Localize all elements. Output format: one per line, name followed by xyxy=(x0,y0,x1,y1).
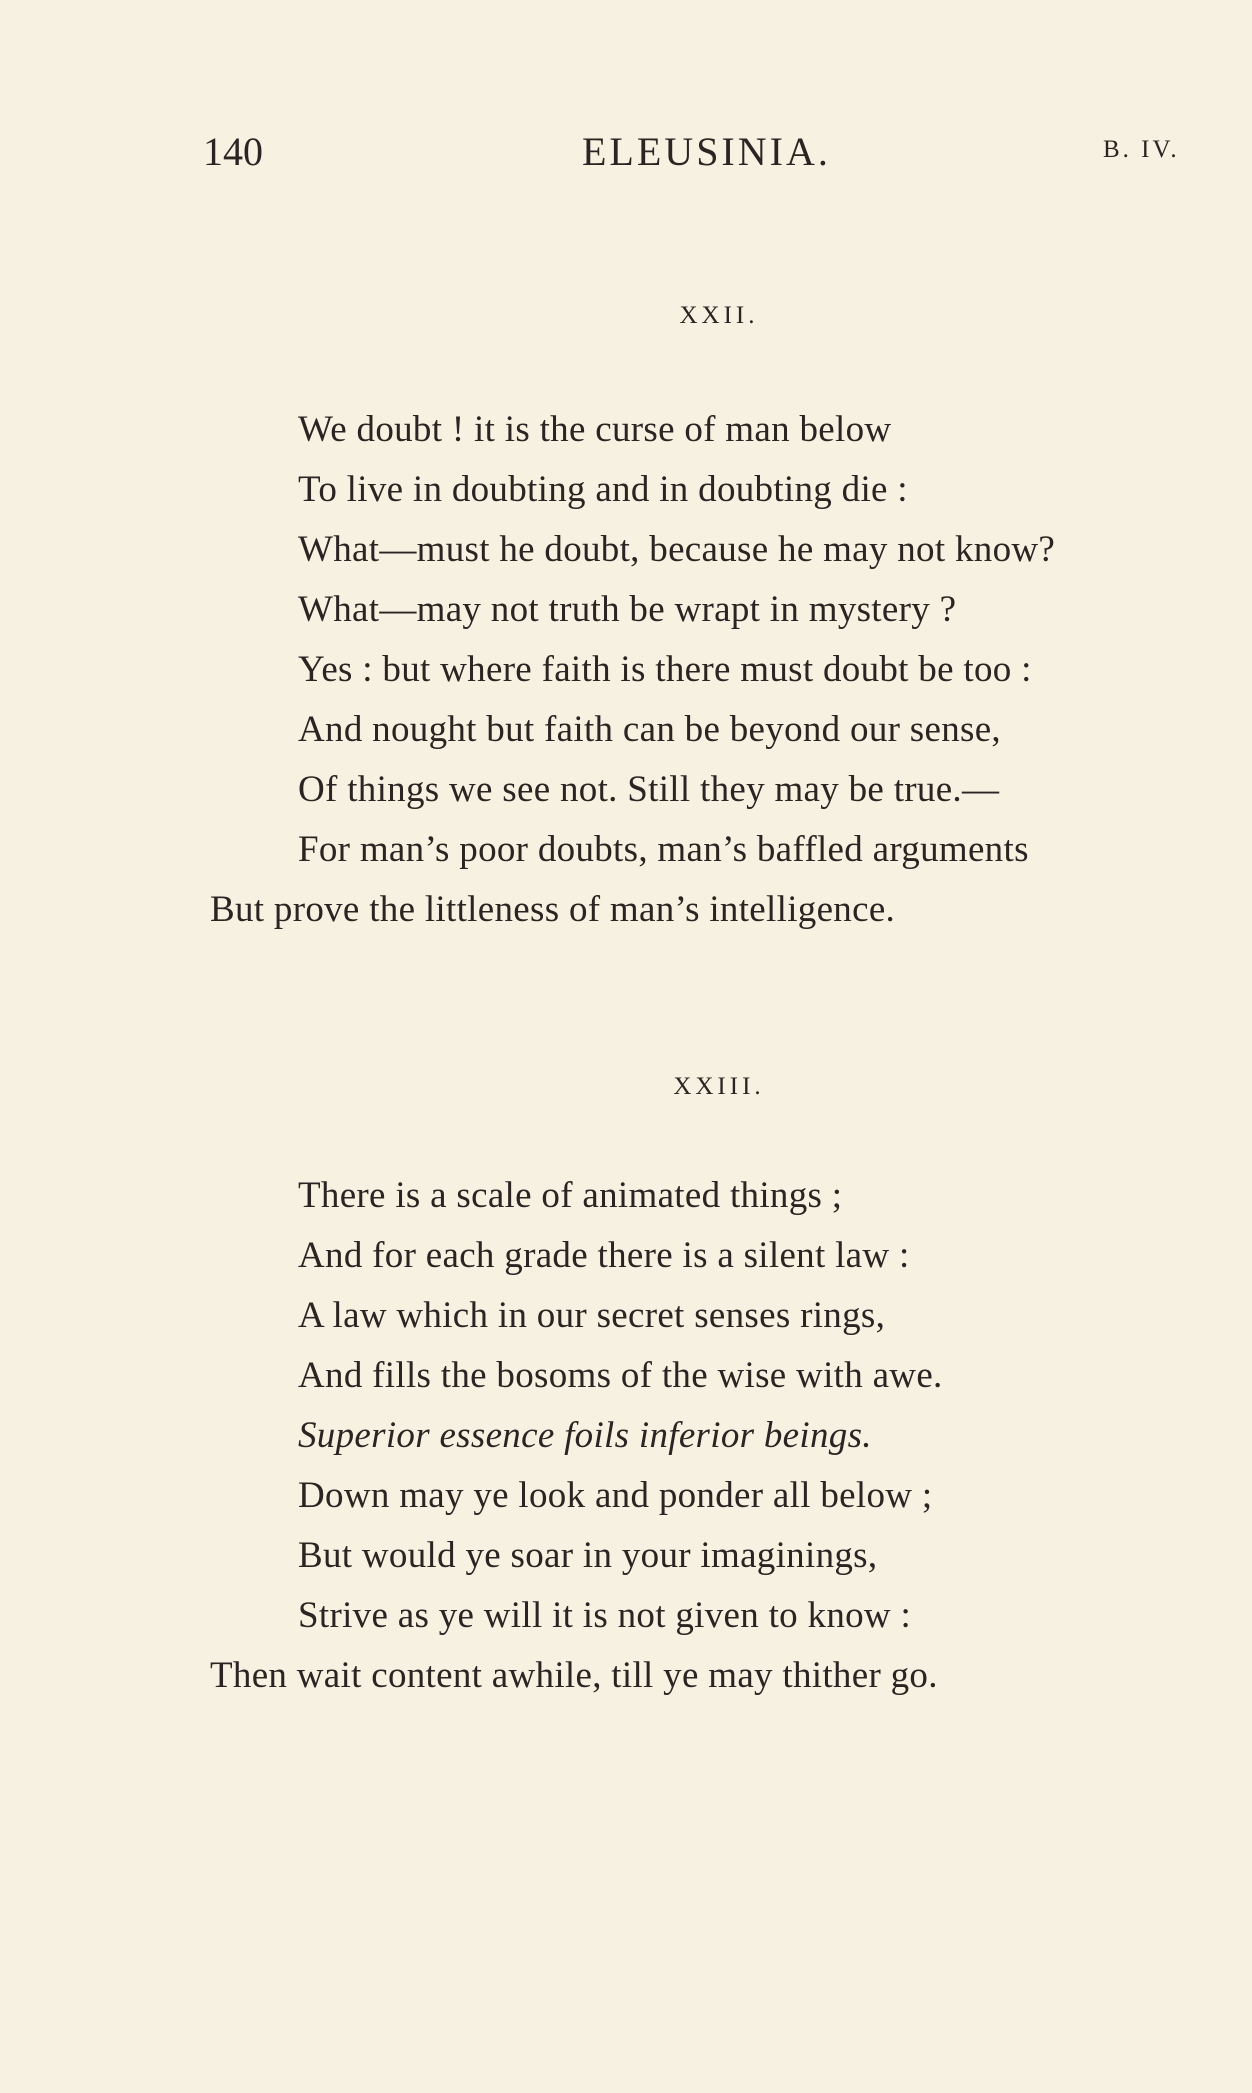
stanza-heading: XXII. xyxy=(679,302,759,329)
stanza-line: Of things we see not. Still they may be true.— xyxy=(298,769,1000,810)
stanza-line: What—may not truth be wrapt in mystery ? xyxy=(298,589,957,630)
stanza-line: We doubt ! it is the curse of man below xyxy=(298,409,892,450)
stanza-line: A law which in our secret senses rings, xyxy=(298,1295,886,1336)
running-head xyxy=(0,128,1252,178)
stanza-line: Superior essence foils inferior beings. xyxy=(298,1415,872,1456)
stanza-line: Then wait content awhile, till ye may thither go. xyxy=(210,1655,938,1696)
page-number: 140 xyxy=(203,129,263,174)
stanza-line: Yes : but where faith is there must doubt be too : xyxy=(298,649,1032,690)
stanza-line: But would ye soar in your imaginings, xyxy=(298,1535,878,1576)
stanza-line: To live in doubting and in doubting die : xyxy=(298,469,908,510)
stanza-heading: XXIII. xyxy=(673,1073,765,1100)
stanza-line: And nought but faith can be beyond our sense, xyxy=(298,709,1001,750)
stanza-line: There is a scale of animated things ; xyxy=(298,1175,843,1216)
stanza-line: Down may ye look and ponder all below ; xyxy=(298,1475,933,1516)
stanza-line: And for each grade there is a silent law : xyxy=(298,1235,910,1276)
running-title: ELEUSINIA. xyxy=(582,129,831,174)
stanza-line: But prove the littleness of man’s intelligence. xyxy=(210,889,896,930)
stanza-line: Strive as ye will it is not given to know : xyxy=(298,1595,912,1636)
book-reference: B. IV. xyxy=(1103,136,1180,163)
stanza-line: What—must he doubt, because he may not know? xyxy=(298,529,1056,570)
stanza-line: And fills the bosoms of the wise with awe. xyxy=(298,1355,943,1396)
stanza-line: For man’s poor doubts, man’s baffled arguments xyxy=(298,829,1029,870)
